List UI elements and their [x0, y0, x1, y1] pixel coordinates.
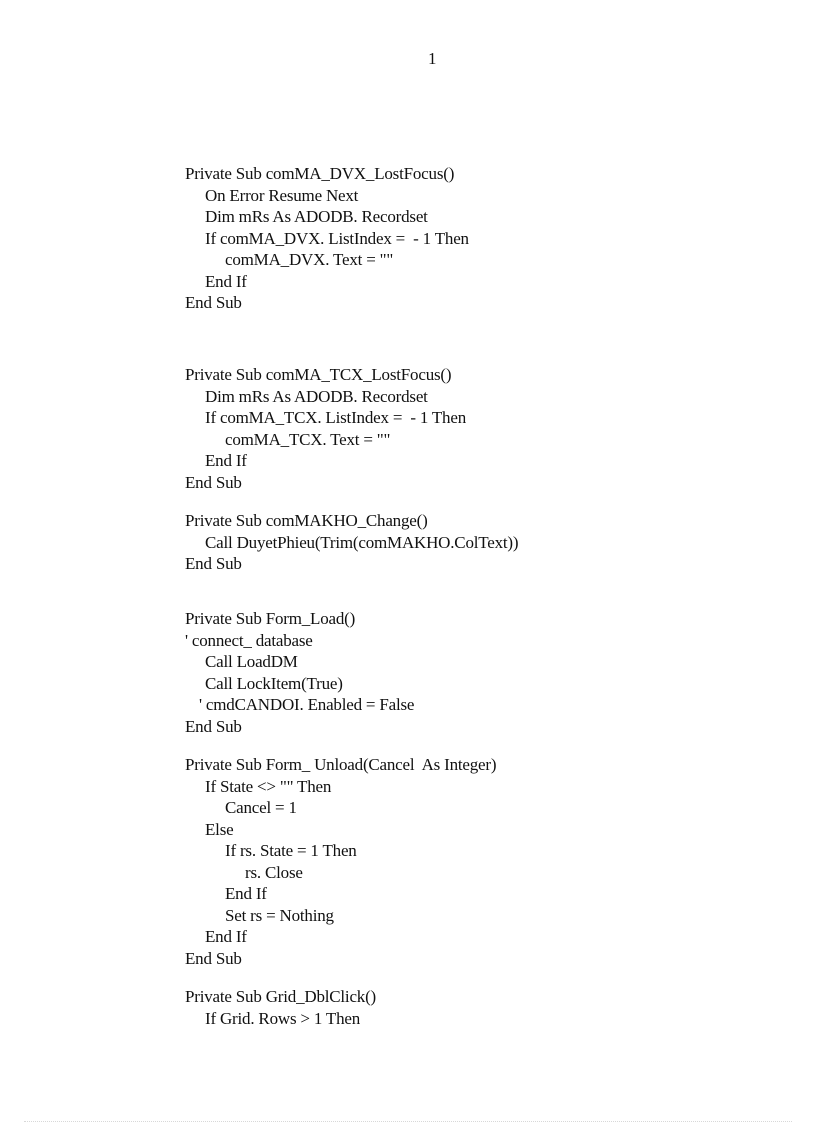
page-bottom-divider [24, 1121, 792, 1122]
code-line: If State <> "" Then [205, 777, 332, 796]
code-line: End Sub [185, 473, 242, 492]
code-line: If comMA_DVX. ListIndex = - 1 Then [205, 229, 469, 248]
code-line: End If [225, 884, 267, 903]
code-line: End If [205, 451, 247, 470]
code-line: Else [205, 820, 234, 839]
code-line: Cancel = 1 [225, 798, 297, 817]
code-line: If Grid. Rows > 1 Then [205, 1009, 361, 1028]
code-line: Private Sub comMA_DVX_LostFocus() [185, 164, 455, 183]
code-line: Private Sub Form_Load() [185, 609, 356, 628]
code-line: Call LoadDM [205, 652, 298, 671]
code-line: Dim mRs As ADODB. Recordset [205, 387, 428, 406]
code-line: If comMA_TCX. ListIndex = - 1 Then [205, 408, 467, 427]
code-line: comMA_DVX. Text = "" [225, 250, 394, 269]
code-line: End If [205, 272, 247, 291]
code-line: Dim mRs As ADODB. Recordset [205, 207, 428, 226]
code-line: Private Sub Grid_DblClick() [185, 987, 377, 1006]
code-line: End Sub [185, 554, 242, 573]
code-line: Set rs = Nothing [225, 906, 334, 925]
code-line: Private Sub comMA_TCX_LostFocus() [185, 365, 452, 384]
code-line: End Sub [185, 949, 242, 968]
code-line: Call LockItem(True) [205, 674, 343, 693]
code-line: If rs. State = 1 Then [225, 841, 357, 860]
code-line: rs. Close [245, 863, 303, 882]
code-line: On Error Resume Next [205, 186, 359, 205]
code-line: comMA_TCX. Text = "" [225, 430, 391, 449]
code-line: ' cmdCANDOI. Enabled = False [199, 695, 415, 714]
code-line: End Sub [185, 717, 242, 736]
code-line: ' connect_ database [185, 631, 313, 650]
page-number: 1 [428, 49, 437, 68]
code-line: End Sub [185, 293, 242, 312]
code-line: Call DuyetPhieu(Trim(comMAKHO.ColText)) [205, 533, 519, 552]
code-line: Private Sub comMAKHO_Change() [185, 511, 428, 530]
code-line: Private Sub Form_ Unload(Cancel As Integer) [185, 755, 497, 774]
code-line: End If [205, 927, 247, 946]
